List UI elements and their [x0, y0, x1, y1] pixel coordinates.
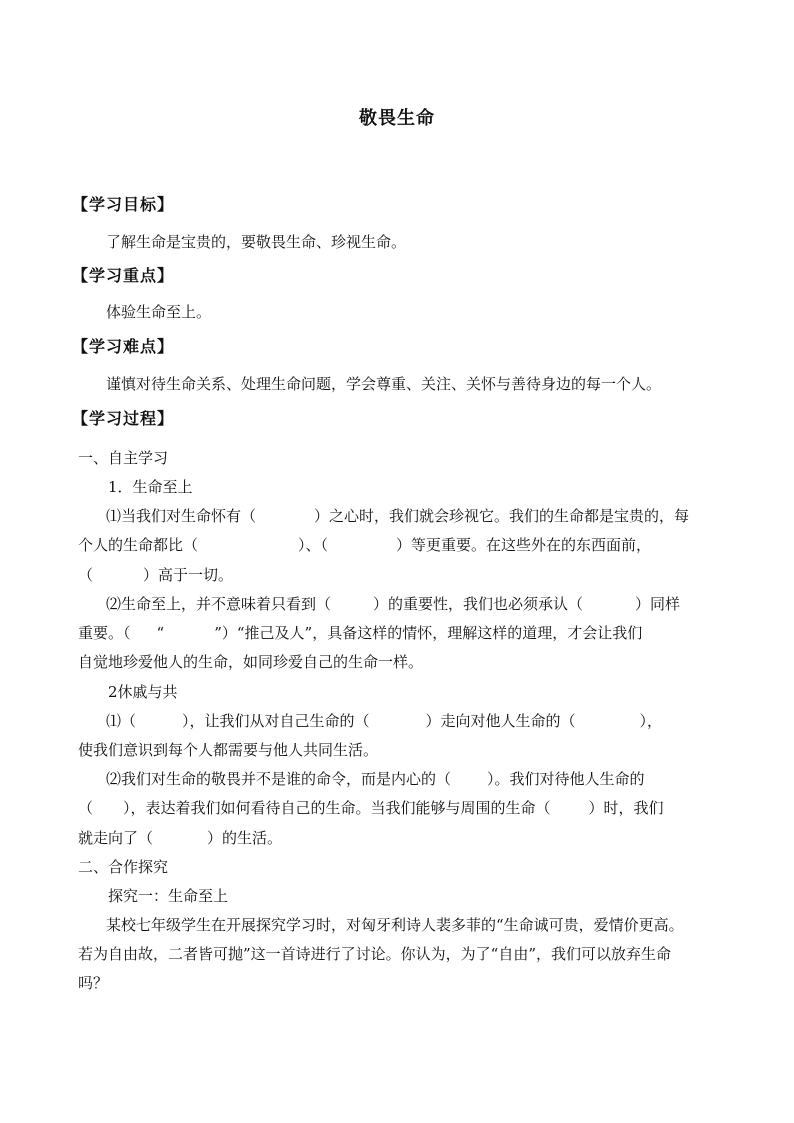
item2-p2-line1: ⑵我们对生命的敬畏并不是谁的命令，而是内心的（ ）。我们对待他人生命的	[106, 770, 645, 788]
explore1-text-line3: 吗？	[78, 974, 109, 992]
item2-title: 2休戚与共	[108, 683, 178, 701]
difficulty-text: 谨慎对待生命关系、处理生命问题，学会尊重、关注、关怀与善待身边的每一个人。	[106, 375, 662, 393]
item1-p2-line1: ⑵生命至上，并不意味着只看到（ ）的重要性，我们也必须承认（ ）同样	[106, 595, 681, 613]
goal-text: 了解生命是宝贵的，要敬畏生命、珍视生命。	[106, 233, 407, 251]
heading-difficulty: 【学习难点】	[72, 337, 175, 356]
heading-learning-process: 【学习过程】	[72, 409, 175, 428]
item2-p1-line2: 使我们意识到每个人都需要与他人共同生活。	[78, 741, 379, 759]
item2-p2-line3: 就走向了（ ）的生活。	[78, 829, 283, 847]
item1-p2-line3: 自觉地珍爱他人的生命，如同珍爱自己的生命一样。	[78, 653, 424, 671]
item1-title: 1．生命至上	[108, 478, 193, 496]
heading-learning-goal: 【学习目标】	[72, 195, 175, 214]
explore1-text-line1: 某校七年级学生在开展探究学习时，对匈牙利诗人裴多菲的“生命诚可贵，爱情价更高。	[106, 916, 684, 934]
part1-title: 一、自主学习	[78, 449, 169, 467]
item1-p1-line3: （ ）高于一切。	[78, 566, 234, 584]
item1-p2-line2: 重要。（ “ ”）“推己及人”，具备这样的情怀，理解这样的道理，才会让我们	[78, 624, 643, 642]
heading-key-point: 【学习重点】	[72, 266, 175, 285]
item2-p1-line1: ⑴（ ），让我们从对自己生命的（ ）走向对他人生命的（ ），	[106, 712, 663, 730]
key-text: 体验生命至上。	[106, 303, 212, 321]
item2-p2-line2: （ ），表达着我们如何看待自己的生命。当我们能够与周围的生命（ ）时，我们	[78, 799, 664, 817]
page-title: 敬畏生命	[359, 108, 435, 129]
item1-p1-line1: ⑴当我们对生命怀有（ ）之心时，我们就会珍视它。我们的生命都是宝贵的，每	[106, 507, 690, 525]
item1-p1-line2: 个人的生命都比（ ）、（ ）等更重要。在这些外在的东西面前，	[78, 536, 652, 554]
part2-title: 二、合作探究	[78, 858, 169, 876]
explore1-title: 探究一：生命至上	[108, 887, 229, 905]
explore1-text-line2: 若为自由故，二者皆可抛”这一首诗进行了讨论。你认为，为了“自由”，我们可以放弃生命	[78, 945, 672, 963]
